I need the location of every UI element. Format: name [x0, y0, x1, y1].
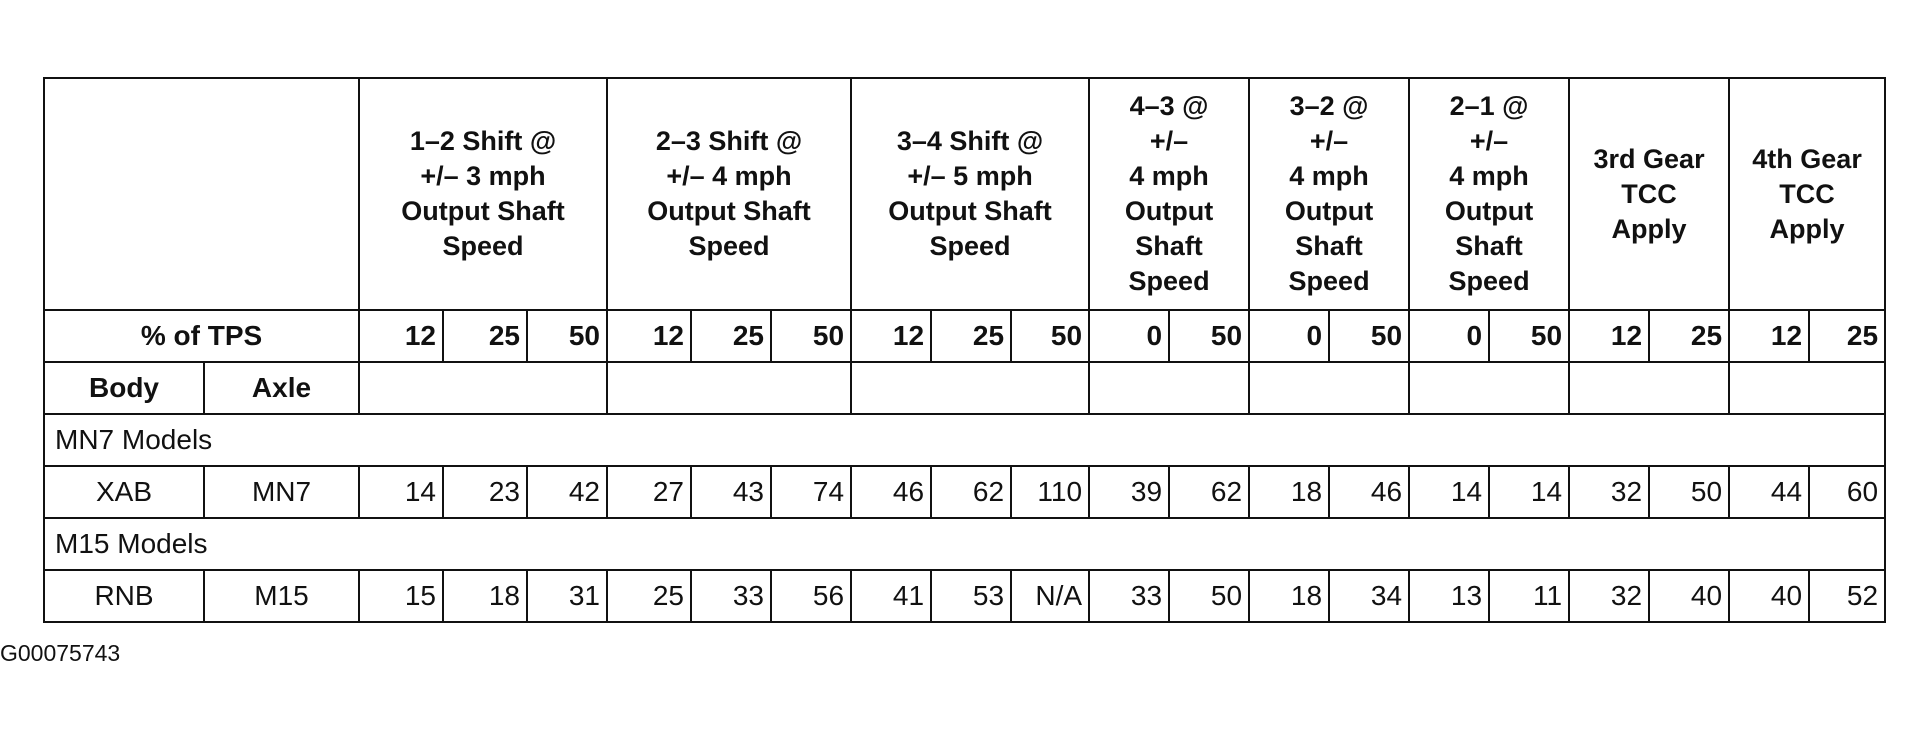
shift-header: 4–3 @ +/– 4 mph Output Shaft Speed [1089, 78, 1249, 310]
model-group-row [44, 518, 1885, 570]
tps-value-cell: 50 [527, 310, 607, 362]
shift-header: 2–1 @ +/– 4 mph Output Shaft Speed [1409, 78, 1569, 310]
value-cell: 18 [1249, 466, 1329, 518]
value-cell: 32 [1569, 466, 1649, 518]
tps-value-cell: 50 [1169, 310, 1249, 362]
value-cell: 14 [359, 466, 443, 518]
value-cell: 46 [1329, 466, 1409, 518]
body-cell: XAB [44, 466, 204, 518]
value-cell: 14 [1489, 466, 1569, 518]
value-cell: 50 [1649, 466, 1729, 518]
empty-cell [359, 362, 607, 414]
value-cell: 13 [1409, 570, 1489, 622]
value-cell: 53 [931, 570, 1011, 622]
figure-code: G00075743 [0, 640, 121, 666]
value-cell: 110 [1011, 466, 1089, 518]
shift-header: 4th Gear TCC Apply [1729, 78, 1885, 310]
axle-column-label: Axle [204, 362, 359, 414]
value-cell: 50 [1169, 570, 1249, 622]
value-cell: 15 [359, 570, 443, 622]
tps-value-cell: 0 [1249, 310, 1329, 362]
value-cell: 14 [1409, 466, 1489, 518]
value-cell: 25 [607, 570, 691, 622]
model-group-row [44, 414, 1885, 466]
tps-value-cell: 25 [931, 310, 1011, 362]
value-cell: 46 [851, 466, 931, 518]
value-cell: N/A [1011, 570, 1089, 622]
tps-value-cell: 50 [1329, 310, 1409, 362]
tps-value-cell: 50 [771, 310, 851, 362]
shift-header: 3–2 @ +/– 4 mph Output Shaft Speed [1249, 78, 1409, 310]
tps-value-cell: 25 [691, 310, 771, 362]
table-row [44, 570, 1885, 622]
value-cell: 62 [931, 466, 1011, 518]
shift-header: 3–4 Shift @ +/– 5 mph Output Shaft Speed [851, 78, 1089, 310]
tps-value-cell: 25 [443, 310, 527, 362]
value-cell: 41 [851, 570, 931, 622]
body-axle-row [44, 362, 1885, 414]
value-cell: 74 [771, 466, 851, 518]
empty-cell [851, 362, 1089, 414]
tps-row [44, 310, 1885, 362]
empty-cell [1729, 362, 1885, 414]
tps-value-cell: 50 [1011, 310, 1089, 362]
shift-header: 1–2 Shift @ +/– 3 mph Output Shaft Speed [359, 78, 607, 310]
header-row [44, 78, 1885, 310]
model-group-title: M15 Models [44, 518, 1885, 570]
value-cell: 33 [1089, 570, 1169, 622]
value-cell: 62 [1169, 466, 1249, 518]
value-cell: 18 [1249, 570, 1329, 622]
value-cell: 52 [1809, 570, 1885, 622]
value-cell: 60 [1809, 466, 1885, 518]
body-column-label: Body [44, 362, 204, 414]
tps-value-cell: 12 [1729, 310, 1809, 362]
tps-value-cell: 12 [1569, 310, 1649, 362]
corner-header-cell [44, 78, 359, 310]
axle-cell: MN7 [204, 466, 359, 518]
empty-cell [1409, 362, 1569, 414]
value-cell: 56 [771, 570, 851, 622]
value-cell: 43 [691, 466, 771, 518]
value-cell: 39 [1089, 466, 1169, 518]
tps-value-cell: 25 [1809, 310, 1885, 362]
axle-cell: M15 [204, 570, 359, 622]
model-group-title: MN7 Models [44, 414, 1885, 466]
value-cell: 34 [1329, 570, 1409, 622]
tps-value-cell: 0 [1409, 310, 1489, 362]
body-cell: RNB [44, 570, 204, 622]
tps-value-cell: 0 [1089, 310, 1169, 362]
empty-cell [1249, 362, 1409, 414]
value-cell: 40 [1729, 570, 1809, 622]
value-cell: 27 [607, 466, 691, 518]
shift-header: 3rd Gear TCC Apply [1569, 78, 1729, 310]
tps-value-cell: 12 [851, 310, 931, 362]
tps-value-cell: 25 [1649, 310, 1729, 362]
shift-header: 2–3 Shift @ +/– 4 mph Output Shaft Speed [607, 78, 851, 310]
value-cell: 44 [1729, 466, 1809, 518]
value-cell: 11 [1489, 570, 1569, 622]
table-row [44, 466, 1885, 518]
value-cell: 32 [1569, 570, 1649, 622]
empty-cell [1089, 362, 1249, 414]
tps-value-cell: 12 [607, 310, 691, 362]
tps-label: % of TPS [44, 310, 359, 362]
value-cell: 31 [527, 570, 607, 622]
shift-speed-table [43, 77, 1886, 623]
value-cell: 40 [1649, 570, 1729, 622]
value-cell: 33 [691, 570, 771, 622]
value-cell: 42 [527, 466, 607, 518]
value-cell: 23 [443, 466, 527, 518]
value-cell: 18 [443, 570, 527, 622]
tps-value-cell: 12 [359, 310, 443, 362]
tps-value-cell: 50 [1489, 310, 1569, 362]
empty-cell [607, 362, 851, 414]
table-body [44, 414, 1885, 622]
empty-cell [1569, 362, 1729, 414]
